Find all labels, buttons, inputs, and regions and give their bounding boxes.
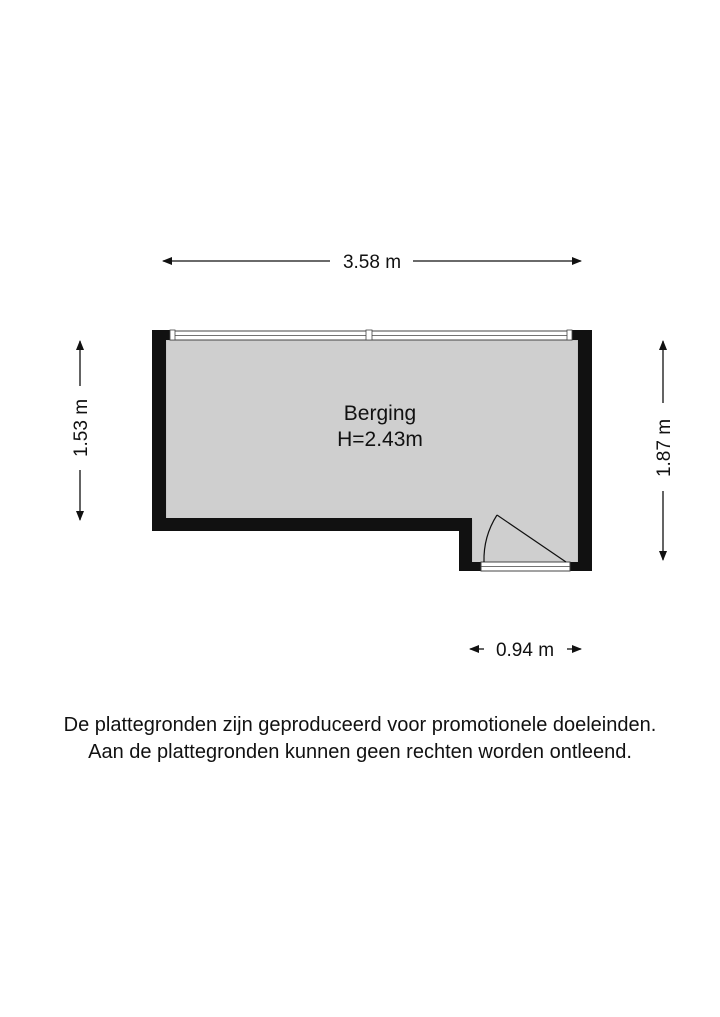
- dimension-top: [163, 252, 581, 273]
- disclaimer: [0, 712, 720, 766]
- dimension-bottom-label: 0.94 m: [495, 640, 555, 661]
- disclaimer-line-2: Aan de plattegronden kunnen geen rechten worden ontleend.: [88, 741, 632, 763]
- room-floor: [166, 340, 578, 570]
- wall-corner-top-right: [572, 330, 592, 340]
- wall-right: [578, 330, 592, 571]
- wall-left: [152, 330, 166, 531]
- dimension-right: [654, 341, 675, 560]
- wall-corner-top-left: [152, 330, 170, 340]
- room-height: H=2.43m: [337, 428, 423, 451]
- dimension-bottom: [470, 640, 581, 661]
- disclaimer-line-1: De plattegronden zijn geproduceerd voor promotionele doeleinden.: [63, 714, 657, 736]
- wall-corner-bottom-left: [459, 562, 481, 571]
- dimension-top-label: 3.58 m: [342, 252, 402, 273]
- wall-bottom-left: [152, 518, 472, 531]
- window-top: [170, 330, 572, 340]
- dimension-right-label: 1.87 m: [654, 418, 675, 478]
- room-name: Berging: [343, 402, 417, 425]
- dimension-left: [71, 341, 92, 520]
- wall-corner-bottom-right: [570, 562, 592, 571]
- door-opening: [481, 562, 570, 571]
- dimension-left-label: 1.53 m: [71, 398, 92, 458]
